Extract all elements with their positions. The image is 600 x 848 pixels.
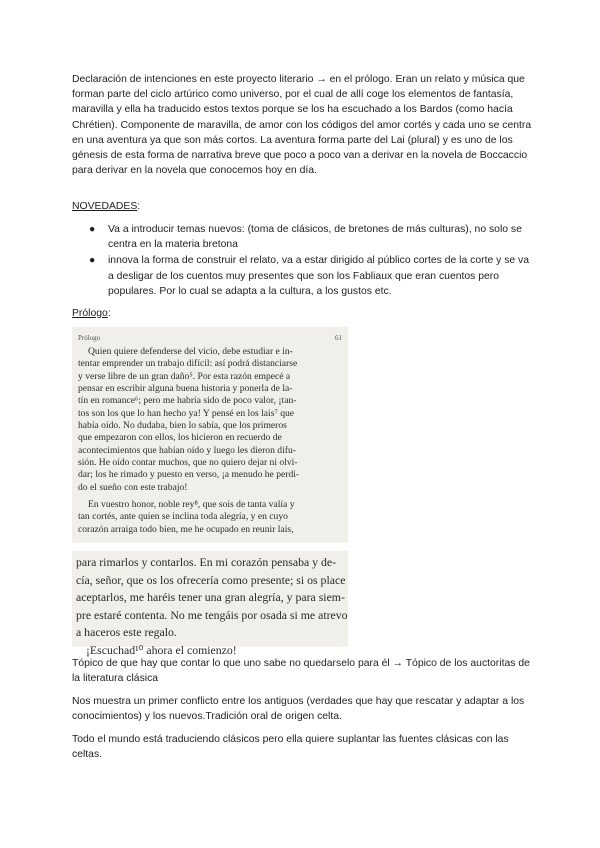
scan-line: En vuestro honor, noble rey⁸, que sois de tanta valía y [88, 499, 295, 510]
scan-line: a haceros este regalo. [76, 625, 177, 640]
scan-line: para rimarlos y contarlos. En mi corazón pensaba y de- [76, 555, 337, 569]
scan-page-number: 61 [335, 334, 342, 342]
scan-line: y verse libre de un gran daño⁵. Por esta razón empecé a [78, 370, 291, 382]
list-item-text: Va a introducir temas nuevos: (toma de clásicos, de bretones de más culturas), no solo se centra en la materia bretona [108, 224, 522, 251]
prologo-heading: Prólogo: [72, 308, 111, 319]
scan-line: tos son los que lo han hecho ya! Y pensé en los lais⁷ que [78, 407, 295, 419]
scan-line: cía, señor, que os los ofrecería como presente; si os place [76, 572, 346, 587]
scan-line: Quien quiere defenderse del vicio, debe estudiar e in- [88, 346, 293, 357]
scan-header [78, 334, 342, 342]
scan-line: tín en romance⁶; pero me habría sido de poco valor, ¡tan- [78, 395, 297, 407]
list-item-text: innova la forma de construir el relato, va a estar dirigido al público cortes de la corte y se va a desligar de los cuentos muy presentes que son los Fabliaux que eran cuentos pero populares. Por lo cual se adapta a la cultura, a los gustos etc. [108, 255, 530, 297]
prologo-heading-text: Prólogo [72, 308, 108, 319]
scan-paragraph-1 [78, 346, 342, 494]
novedades-heading: NOVEDADES: [72, 201, 141, 212]
scan-line: pre estaré contenta. No me tengáis por osada si me atrevo [76, 607, 348, 622]
scan-line: ¡Escuchad¹⁰ ahora el comienzo! [86, 642, 237, 657]
scan-header-title: Prólogo [78, 334, 101, 342]
scan-line: tan cortés, ante quien se inclina toda alegría, y en cuyo [78, 511, 288, 523]
bullet-icon: ● [89, 255, 96, 267]
bullet-icon: ● [89, 224, 96, 235]
scan-line: corazón arraiga todo bien, me he ocupado en reunir lais, [78, 523, 294, 535]
traduciendo-paragraph: Todo el mundo está traduciendo clásicos pero ella quiere suplantar las fuentes clásicas con las celtas. [72, 734, 509, 761]
scanned-prologue-continuation-image [72, 551, 348, 657]
conflicto-paragraph: Nos muestra un primer conflicto entre los antiguos (verdades que hay que rescatar y adaptar a los conocimientos) y los nuevos.Tradición oral de origen celta. [72, 696, 525, 723]
scan-line: do el sueño con este trabajo! [78, 481, 188, 493]
scanned-prologue-image [72, 327, 348, 543]
scan-line: sión. He oído contar muchos, que no quiero dejar ni olvi- [78, 457, 298, 469]
intro-paragraph: Declaración de intenciones en este proyecto literario → en el prólogo. Eran un relato y música que forman parte del ciclo artúrico como universo, por el cual de allí coge los elementos de fantasía, maravilla y ella ha traducido estos textos porque se los ha escuchado a los Bardos (como hacía Chrétien). Componente de maravilla, de amor con los códigos del amor cortés y cada uno se centra en una aventura ya que son más cortos. La aventura forma parte del Lai (plural) y es uno de los génesis de esta forma de narrativa breve que poco a poco van a derivar en la novela de Boccaccio para derivar en la novela que conocemos hoy en día. [72, 74, 532, 177]
list-item [72, 253, 532, 299]
scan-line: que empezaron con ellos, los hicieron en recuerdo de [78, 432, 282, 444]
scan-paragraph-3 [76, 554, 348, 660]
scan-line: dar; los he rimado y puesto en verso, ¡a menudo he perdi- [78, 469, 300, 481]
scan-line: aceptarlos, me haréis tener una gran alegría, y para siem- [76, 590, 345, 605]
scan-line: había oído. No dudaba, bien lo sabía, que los primeros [78, 420, 287, 432]
novedades-heading-text: NOVEDADES [72, 201, 138, 212]
novedades-list [72, 222, 532, 300]
scan-line: pensar en escribir alguna buena historia y ponerla de la- [78, 383, 293, 395]
list-item [72, 222, 532, 252]
scan-paragraph-2 [78, 499, 342, 536]
scan-line: acontecimientos que habían oído y luego les dieron difu- [78, 444, 296, 456]
scan-line: tentar emprender un trabajo difícil: así podrá distanciarse [78, 358, 298, 370]
topico-paragraph: Tópico de que hay que contar lo que uno sabe no quedarselo para él → Tópico de los auctoritas de la literatura clásica [72, 658, 530, 685]
